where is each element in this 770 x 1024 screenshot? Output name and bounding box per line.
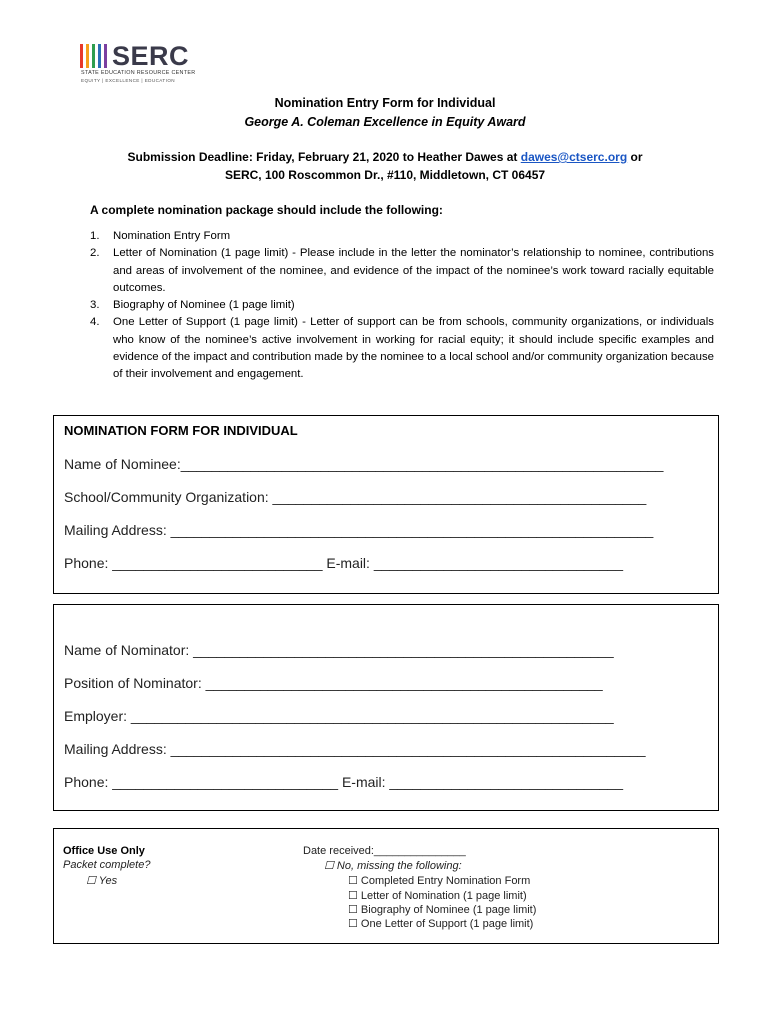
nominator-form-box (53, 604, 719, 811)
mailing-address: SERC, 100 Roscommon Dr., #110, Middletown, CT 06457 (224, 168, 546, 182)
logo-subtitle: STATE EDUCATION RESOURCE CENTER (81, 70, 196, 76)
logo-bar-icon (92, 44, 95, 68)
email-link[interactable]: dawes@ctserc.org (520, 150, 628, 164)
packet-complete-label: Packet complete? (63, 859, 151, 871)
nominator-phone-email-field[interactable]: Phone: _____________________________ E-mail: ______________________________ (64, 774, 623, 790)
missing-item-checkbox[interactable]: ☐ Biography of Nominee (1 page limit) (348, 904, 537, 916)
list-text: Biography of Nominee (1 page limit) (113, 299, 295, 312)
list-number: 2. (90, 247, 100, 260)
list-text: Nomination Entry Form (113, 230, 231, 242)
award-name: George A. Coleman Excellence in Equity Award (244, 115, 526, 129)
nominator-mailing-field[interactable]: Mailing Address: _____________________________________________________________ (64, 741, 646, 757)
nominee-org-field[interactable]: School/Community Organization: ________________________________________________ (64, 489, 647, 505)
missing-item-checkbox[interactable]: ☐ Letter of Nomination (1 page limit) (348, 890, 527, 902)
logo-tagline: EQUITY | EXCELLENCE | EDUCATION (81, 78, 176, 83)
nominator-position-field[interactable]: Position of Nominator: ___________________________________________________ (64, 675, 603, 691)
list-item (90, 314, 714, 383)
office-use-box (53, 828, 719, 944)
date-received-field[interactable]: Date received:_______________ (303, 845, 466, 857)
deadline-text: Submission Deadline: Friday, February 21, 2020 to Heather Dawes at (127, 150, 521, 164)
list-item (90, 245, 714, 297)
nominee-name-field[interactable]: Name of Nominee:______________________________________________________________ (64, 456, 664, 472)
serc-logo (80, 41, 210, 88)
page-title: Nomination Entry Form for Individual (274, 96, 496, 110)
list-item (90, 228, 714, 245)
logo-bar-icon (98, 44, 101, 68)
list-number: 1. (90, 230, 100, 242)
list-number: 4. (90, 316, 100, 329)
logo-bars-icon (80, 44, 107, 68)
list-number: 3. (90, 299, 100, 312)
logo-bar-icon (80, 44, 83, 68)
list-text: One Letter of Support (1 page limit) - Letter of support can be from schools, community organizations, or individuals who know of the nominee’s active involvement in working for racial equity; it should include specific examples and evidence of the impact and contribution made by the nominee to a local school and/or community organization because of their involvement and engagement. (113, 316, 714, 381)
logo-bar-icon (104, 44, 107, 68)
nominee-mailing-field[interactable]: Mailing Address: ______________________________________________________________ (64, 522, 654, 538)
deadline-or: or (627, 150, 643, 164)
missing-item-checkbox[interactable]: ☐ One Letter of Support (1 page limit) (348, 918, 534, 930)
deadline-line (0, 150, 770, 164)
office-use-title: Office Use Only (63, 845, 145, 857)
package-intro: A complete nomination package should include the following: (90, 203, 443, 217)
yes-checkbox[interactable]: ☐ Yes (86, 875, 118, 887)
requirements-list (90, 228, 714, 384)
logo-name: SERC (112, 41, 190, 71)
nominator-employer-field[interactable]: Employer: ______________________________________________________________ (64, 708, 614, 724)
nominee-phone-email-field[interactable]: Phone: ___________________________ E-mail: ________________________________ (64, 555, 623, 571)
list-item (90, 297, 714, 314)
nominator-name-field[interactable]: Name of Nominator: ______________________________________________________ (64, 642, 614, 658)
missing-item-checkbox[interactable]: ☐ Completed Entry Nomination Form (348, 875, 531, 887)
nominee-form-box (53, 415, 719, 594)
no-checkbox[interactable]: ☐ No, missing the following: (324, 860, 462, 872)
list-text: Letter of Nomination (1 page limit) - Please include in the letter the nominator’s relationship to nominee, contributions and areas of involvement of the nominee, and evidence of the impact of the nominee’s work toward racially equitable outcomes. (113, 247, 714, 294)
nominee-form-title: NOMINATION FORM FOR INDIVIDUAL (64, 423, 298, 438)
logo-bar-icon (86, 44, 89, 68)
